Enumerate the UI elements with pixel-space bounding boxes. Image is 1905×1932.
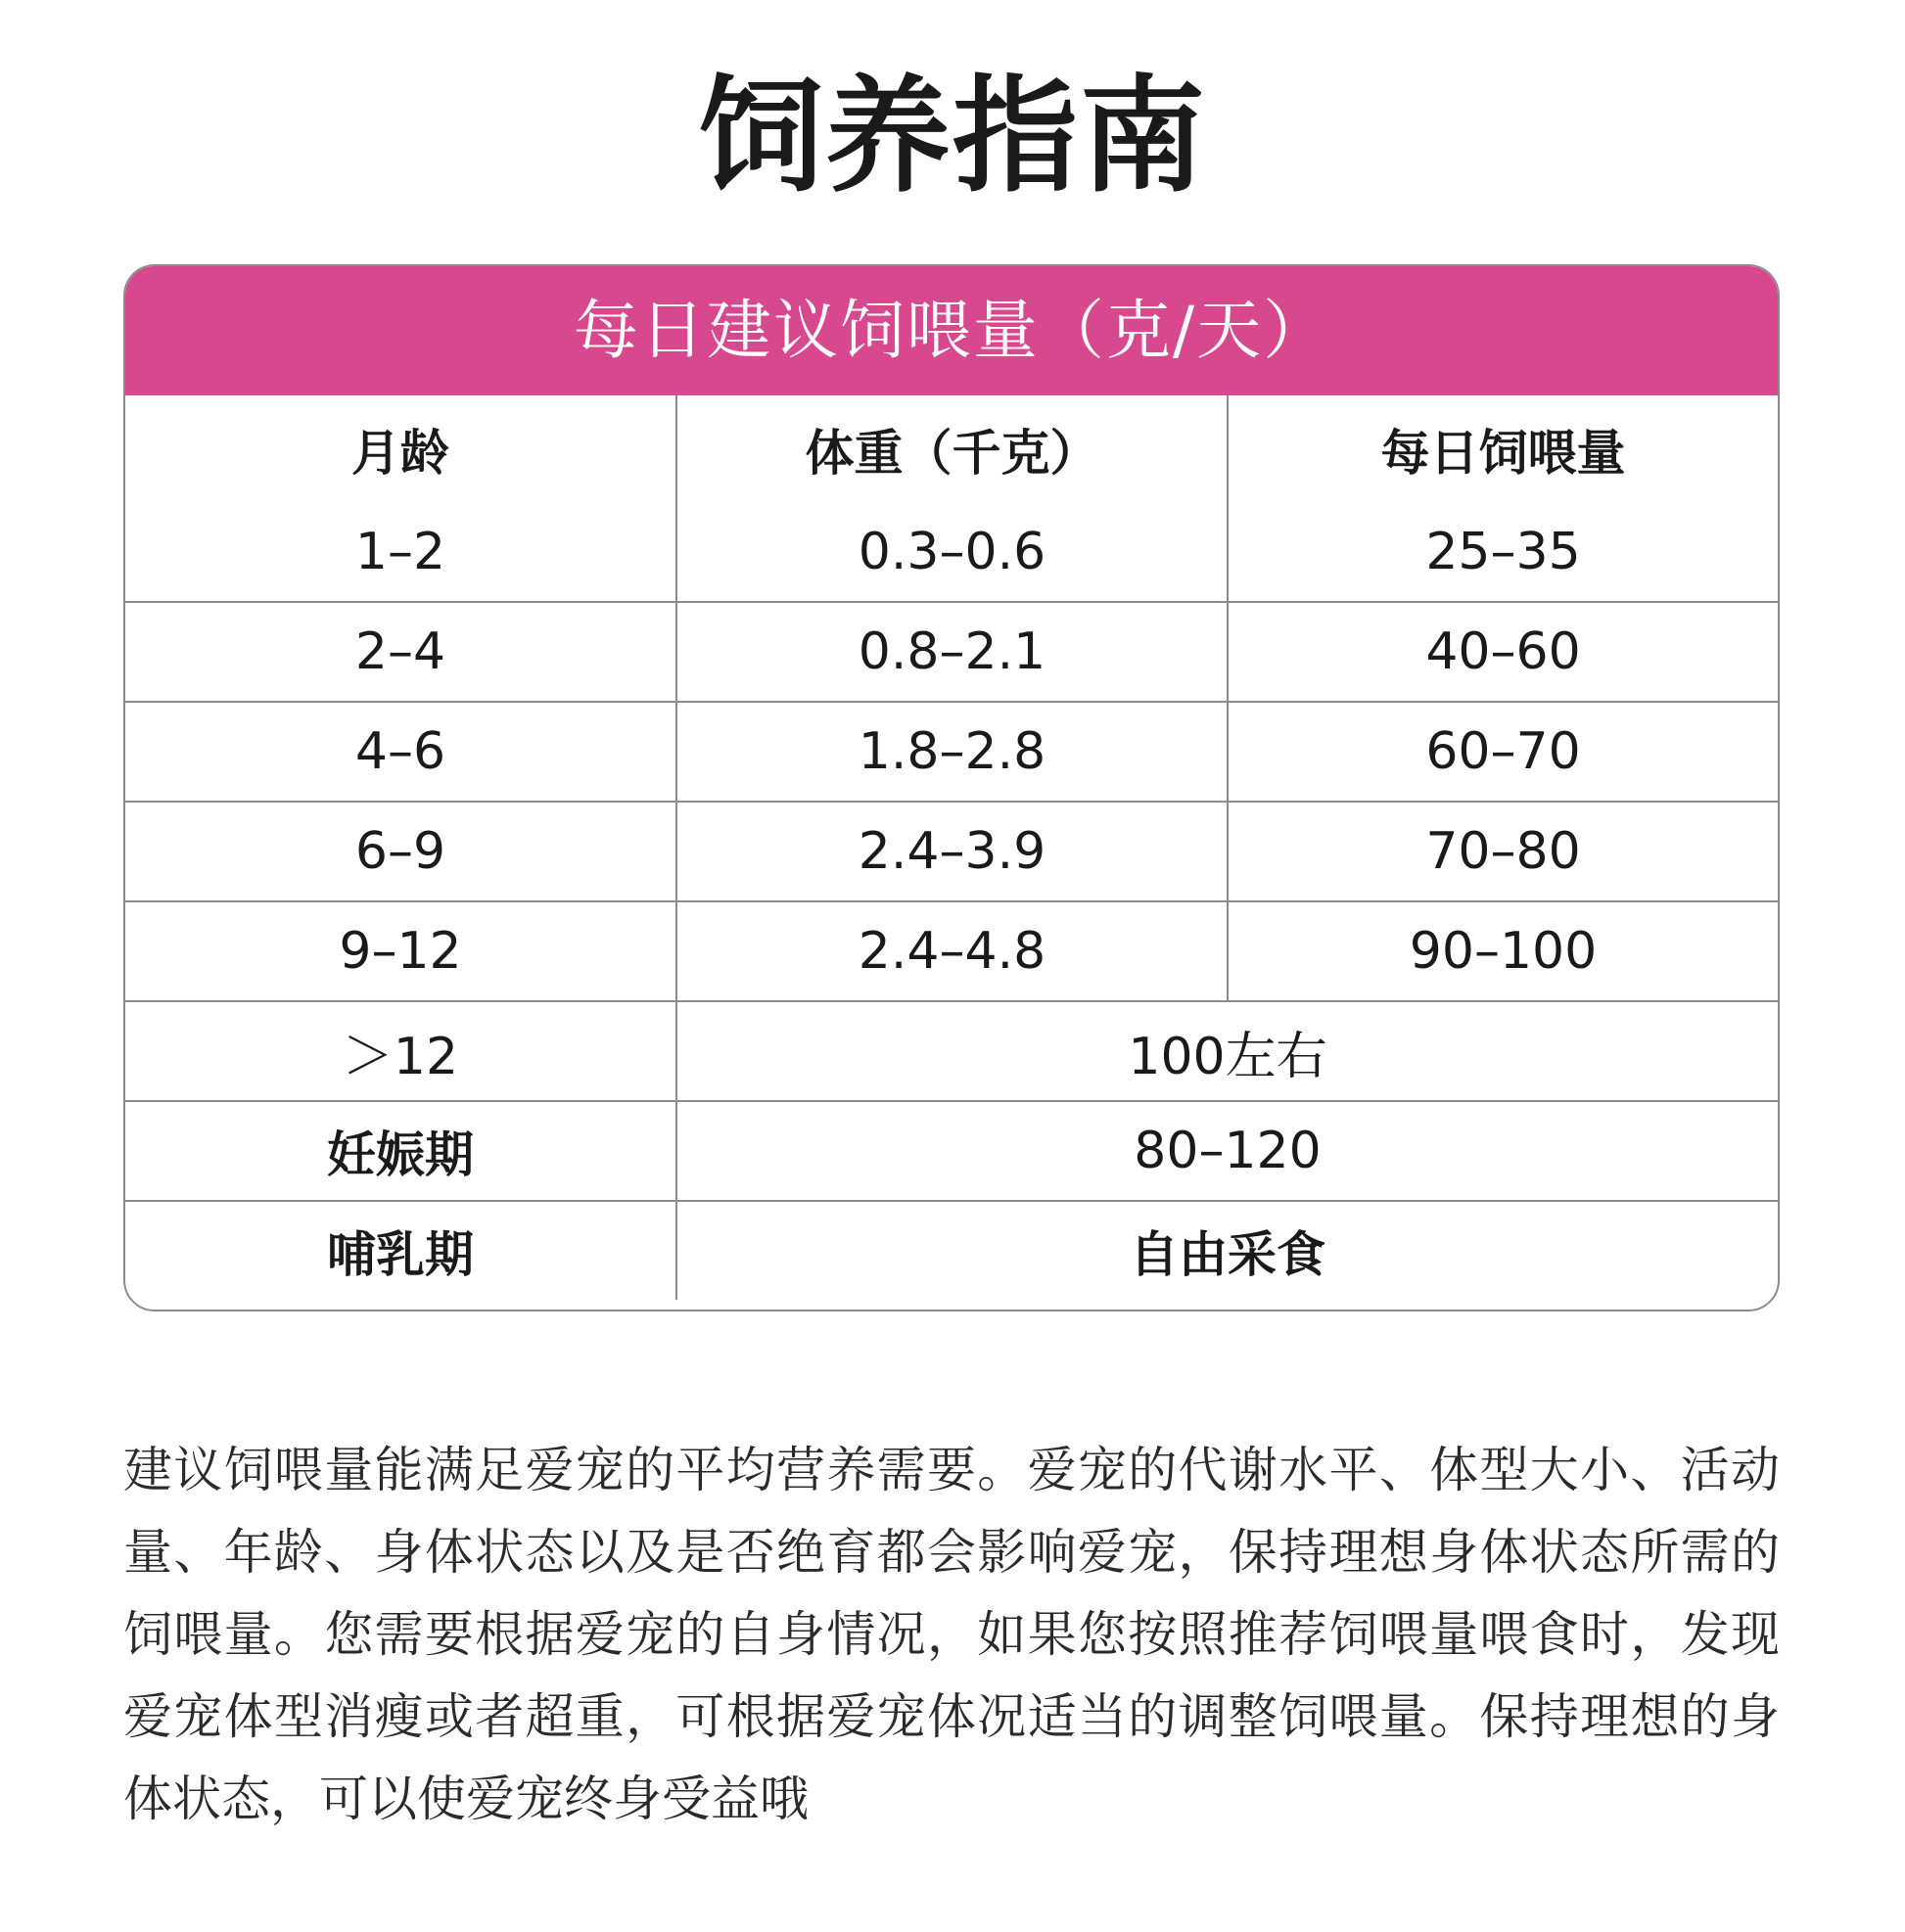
cell-weight: 2.4–4.8 [676, 901, 1228, 1001]
column-header-weight: 体重（千克） [676, 395, 1228, 503]
feeding-table-card [123, 264, 1780, 1311]
cell-amount: 90–100 [1228, 901, 1778, 1001]
cell-weight: 2.4–3.9 [676, 802, 1228, 901]
cell-amount-merged: 80–120 [676, 1101, 1778, 1201]
table-header-row [125, 395, 1778, 503]
cell-age: 2–4 [125, 602, 676, 702]
cell-weight: 1.8–2.8 [676, 702, 1228, 802]
cell-amount: 60–70 [1228, 702, 1778, 802]
table-row [125, 901, 1778, 1001]
table-row [125, 602, 1778, 702]
cell-age: 妊娠期 [125, 1101, 676, 1201]
cell-age: 9–12 [125, 901, 676, 1001]
cell-weight: 0.8–2.1 [676, 602, 1228, 702]
table-row [125, 802, 1778, 901]
cell-amount-merged: 100左右 [676, 1001, 1778, 1101]
column-header-amount: 每日饲喂量 [1380, 425, 1626, 482]
column-header-age: 月龄 [125, 395, 676, 503]
table-row-merged [125, 1201, 1778, 1300]
page-title: 饲养指南 [697, 64, 1207, 209]
feeding-note: 建议饲喂量能满足爱宠的平均营养需要。爱宠的代谢水平、体型大小、活动量、年龄、身体状态以及是否绝育都会影响爱宠，保持理想身体状态所需的饲喂量。您需要根据爱宠的自身情况，如果您按照推荐饲喂量喂食时，发现爱宠体型消瘦或者超重，可根据爱宠体况适当的调整饲喂量。保持理想的身体状态，可以使爱宠终身受益哦 [123, 1442, 1780, 1827]
cell-age: 哺乳期 [125, 1201, 676, 1300]
table-caption: 每日建议饲喂量（克/天） [125, 266, 1778, 395]
cell-age: ＞12 [125, 1001, 676, 1101]
cell-amount: 70–80 [1228, 802, 1778, 901]
table-row-merged [125, 1001, 1778, 1101]
cell-age: 6–9 [125, 802, 676, 901]
cell-amount-merged: 自由采食 [1130, 1226, 1325, 1283]
cell-amount: 40–60 [1228, 602, 1778, 702]
cell-age: 4–6 [125, 702, 676, 802]
table-row-merged [125, 1101, 1778, 1201]
cell-weight: 0.3–0.6 [676, 503, 1228, 602]
table-row [125, 702, 1778, 802]
cell-age: 1–2 [125, 503, 676, 602]
feeding-table [125, 395, 1778, 1300]
table-row [125, 503, 1778, 602]
cell-amount: 25–35 [1228, 503, 1778, 602]
